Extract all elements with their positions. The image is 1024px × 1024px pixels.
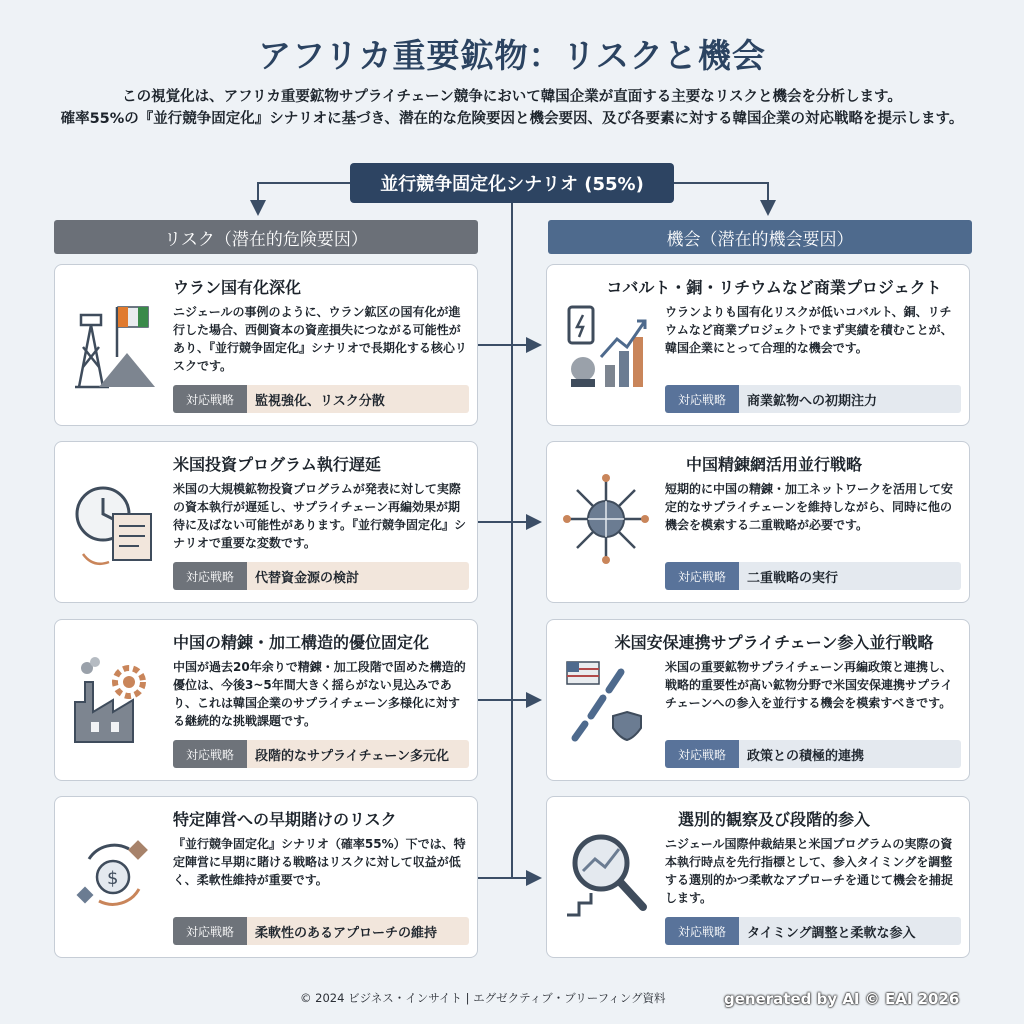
card-title: 特定陣営への早期賭けのリスク: [173, 810, 397, 829]
risk-card-china-refining: [54, 619, 478, 781]
intro-line-2: 確率55%の『並行競争固定化』シナリオに基づき、潜在的な危険要因と機会要因、及び各要素に対する韓国企業の対応戦略を提示します。: [60, 111, 964, 127]
card-title: ウラン国有化深化: [173, 278, 302, 297]
card-title: 中国の精錬・加工構造的優位固定化: [173, 633, 430, 652]
strategy-row: [173, 562, 469, 590]
risk-card-early-bet: [54, 796, 478, 958]
card-body: ニジェール国際仲裁結果と米国プログラムの実際の資本執行時点を先行指標として、参入タイミングを調整する選別的かつ柔軟なアプローチを通じて機会を捕捉します。: [665, 837, 954, 905]
strategy-value: 柔軟性のあるアプローチの維持: [247, 917, 469, 945]
intro-line-1: この視覚化は、アフリカ重要鉱物サプライチェーン競争において韓国企業が直面する主要なリスクと機会を分析します。: [122, 89, 902, 105]
page-title: アフリカ重要鉱物：リスクと機会: [258, 36, 766, 75]
strategy-tag: 対応戦略: [173, 562, 247, 590]
card-body: 『並行競争固定化』シナリオ（確率55%）下では、特定陣営に早期に賭ける戦略はリスクに対して収益が低く、柔軟性維持が重要です。: [173, 837, 466, 887]
factory-gear-icon: [69, 642, 159, 752]
mine-flag-icon: [69, 287, 159, 397]
strategy-tag: 対応戦略: [665, 917, 739, 945]
card-body: 中国が過去20年余りで精錬・加工段階で固めた構造的優位は、今後3~5年間大きく揺らがない見込みであり、これは韓国企業のサプライチェーン多様化に対する継続的な挑戦課題です。: [173, 660, 466, 728]
globe-network-icon: [561, 464, 651, 574]
battery-growth-icon: [561, 287, 651, 397]
strategy-value: 段階的なサプライチェーン多元化: [247, 740, 469, 768]
card-title: 米国投資プログラム執行遅延: [173, 455, 381, 474]
strategy-row: [665, 385, 961, 413]
strategy-row: [173, 385, 469, 413]
strategy-tag: 対応戦略: [173, 740, 247, 768]
strategy-row: [665, 562, 961, 590]
strategy-value: タイミング調整と柔軟な参入: [739, 917, 961, 945]
strategy-tag: 対応戦略: [173, 385, 247, 413]
scenario-box: 並行競争固定化シナリオ (55%): [350, 163, 674, 203]
cycle-coin-icon: [69, 819, 159, 929]
flag-chain-shield-icon: [561, 642, 651, 752]
risk-card-us-program-delay: [54, 441, 478, 603]
opportunity-column-header: 機会（潜在的機会要因）: [548, 220, 972, 254]
strategy-value: 二重戦略の実行: [739, 562, 961, 590]
strategy-value: 政策との積極的連携: [739, 740, 961, 768]
strategy-tag: 対応戦略: [665, 562, 739, 590]
risk-card-uranium: [54, 264, 478, 426]
card-body: 米国の大規模鉱物投資プログラムが発表に対して実際の資本執行が遅延し、サプライチェーン再編効果が期待に及ばない可能性があります。『並行競争固定化』シナリオで重要な変数です。: [173, 482, 467, 550]
card-body: ウランよりも国有化リスクが低いコバルト、銅、リチウムなど商業プロジェクトでまず実績を積むことが、韓国企業にとって合理的な機会です。: [665, 305, 953, 355]
strategy-row: [173, 740, 469, 768]
clock-document-icon: [69, 464, 159, 574]
card-body: ニジェールの事例のように、ウラン鉱区の国有化が進行した場合、西側資本の資産損失につながる可能性があり、『並行競争固定化』シナリオで長期化する核心リスクです。: [173, 305, 467, 373]
card-title: コバルト・銅・リチウムなど商業プロジェクト: [606, 278, 942, 297]
risk-column-header: リスク（潜在的危険要因）: [54, 220, 478, 254]
card-title: 中国精錬網活用並行戦略: [685, 455, 862, 474]
card-body: 米国の重要鉱物サプライチェーン再編政策と連携し、戦略的重要性が高い鉱物分野で米国安保連携サプライチェーンへの参入を並行する機会を模索すべきです。: [665, 660, 953, 710]
strategy-value: 監視強化、リスク分散: [247, 385, 469, 413]
strategy-tag: 対応戦略: [665, 740, 739, 768]
card-title: 米国安保連携サプライチェーン参入並行戦略: [614, 633, 934, 652]
magnifier-chart-icon: [561, 819, 651, 929]
strategy-tag: 対応戦略: [665, 385, 739, 413]
card-body: 短期的に中国の精錬・加工ネットワークを活用して安定的なサプライチェーンを維持しながら、同時に他の機会を模索する二重戦略が必要です。: [665, 482, 954, 532]
watermark: generated by AI © EAI 2026: [724, 990, 960, 1008]
strategy-tag: 対応戦略: [173, 917, 247, 945]
svg-text:$: $: [107, 868, 119, 889]
strategy-row: [665, 740, 961, 768]
opportunity-card-selective-entry: [546, 796, 970, 958]
opportunity-card-commercial-projects: [546, 264, 970, 426]
opportunity-card-us-security-supply: [546, 619, 970, 781]
strategy-value: 代替資金源の検討: [247, 562, 469, 590]
footer-text: © 2024 ビジネス・インサイト | エグゼクティブ・ブリーフィング資料: [300, 991, 666, 1005]
strategy-value: 商業鉱物への初期注力: [739, 385, 961, 413]
card-title: 選別的観察及び段階的参入: [677, 810, 870, 829]
strategy-row: [173, 917, 469, 945]
opportunity-card-china-network: [546, 441, 970, 603]
strategy-row: [665, 917, 961, 945]
